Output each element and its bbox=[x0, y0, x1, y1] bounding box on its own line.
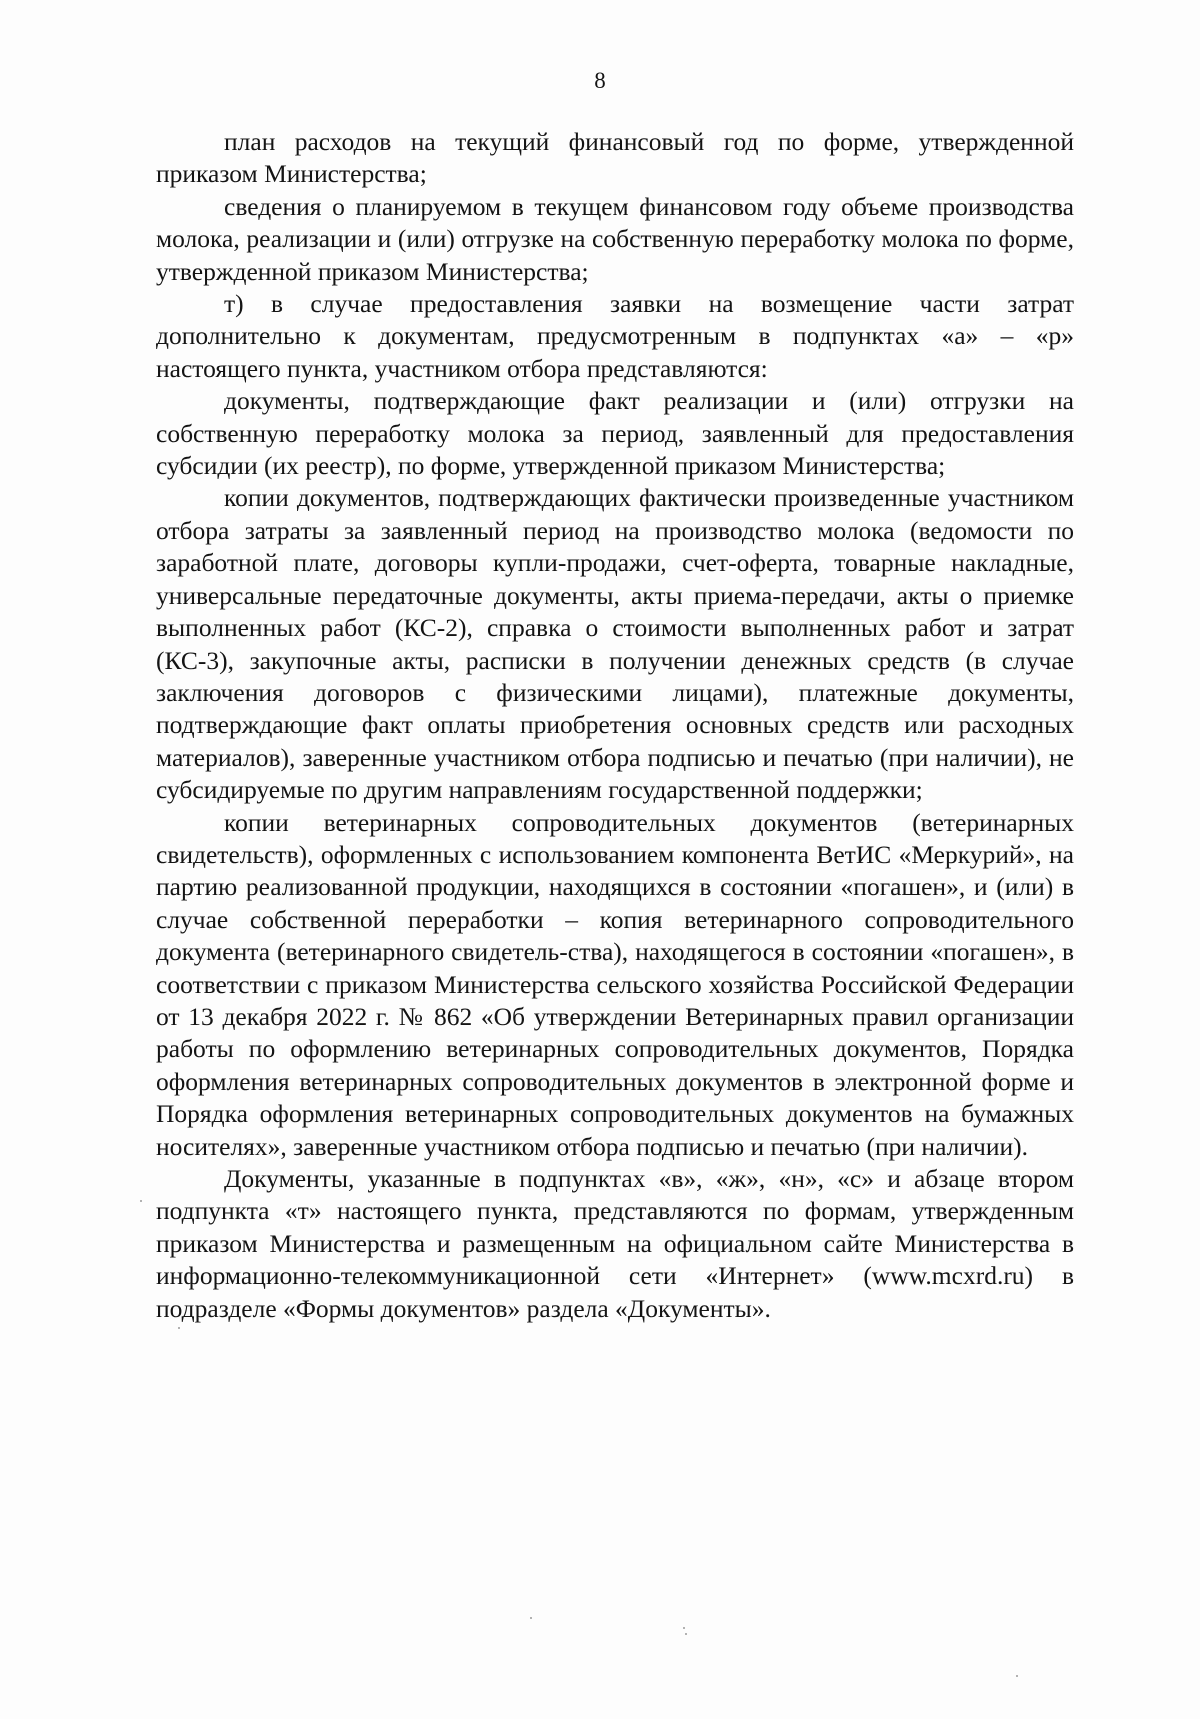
paragraph-sales-documents: документы, подтверждающие факт реализации и (или) отгрузки на собственную переработку молока за период, заявленный для предоставления субсидии (их реестр), по форме, утвержденной приказом Министерства; bbox=[156, 386, 1074, 481]
paragraph-milk-production-info: сведения о планируемом в текущем финансовом году объеме производства молока, реализации и (или) отгрузке на собственную переработку молока по форме, утвержденной приказом Министерства; bbox=[156, 191, 1074, 286]
paragraph-subclause-t: т) в случае предоставления заявки на возмещение части затрат дополнительно к документам, предусмотренным в подпунктах «а» – «р» настоящего пункта, участником отбора представляются: bbox=[156, 289, 1074, 383]
paragraph-cost-documents: копии документов, подтверждающих фактически произведенные участником отбора затраты за заявленный период на производство молока (ведомости по заработной плате, договоры купли-продажи, счет-оферта, товарные накладные, универсальные передаточные документы, акты приема-передачи, акты о приемке выполненных работ (КС-2), справка о стоимости выполненных работ и затрат (КС-3), закупочные акты, расписки в получении денежных средств (в случае заключения договоров с физическими лицами), платежные документы, подтверждающие факт оплаты приобретения основных средств или расходных материалов), заверенные участником отбора подписью и печатью (при наличии), не субсидируемые по другим направлениям государственной поддержки; bbox=[156, 483, 1074, 805]
paragraph-forms-reference: Документы, указанные в подпунктах «в», «ж», «н», «с» и абзаце втором подпункта «т» настоящего пункта, представляются по формам, утвержденным приказом Министерства и размещенным на официальном сайте Министерства в информационно-телекоммуникационной сети «Интернет» (www.mcxrd.ru) в подразделе «Формы документов» раздела «Документы». bbox=[156, 1164, 1074, 1323]
page-number: 8 bbox=[594, 68, 606, 93]
document-body bbox=[156, 126, 1074, 1325]
paragraph-veterinary-documents: копии ветеринарных сопроводительных документов (ветеринарных свидетельств), оформленных с использованием компонента ВетИС «Меркурий», на партию реализованной продукции, находящихся в состоянии «погашен», и (или) в случае собственной переработки – копия ветеринарного сопроводительного документа (ветеринарного свидетель-ства), находящегося в состоянии «погашен», в соответствии с приказом Министерства сельского хозяйства Российской Федерации от 13 декабря 2022 г. № 862 «Об утверждении Ветеринарных правил организации работы по оформлению ветеринарных сопроводительных документов, Порядка оформления ветеринарных сопроводительных документов в электронной форме и Порядка оформления ветеринарных сопроводительных документов на бумажных носителях», заверенные участником отбора подписью и печатью (при наличии). bbox=[156, 807, 1074, 1161]
paragraph-expense-plan: план расходов на текущий финансовый год по форме, утвержденной приказом Министерства; bbox=[156, 127, 1074, 189]
